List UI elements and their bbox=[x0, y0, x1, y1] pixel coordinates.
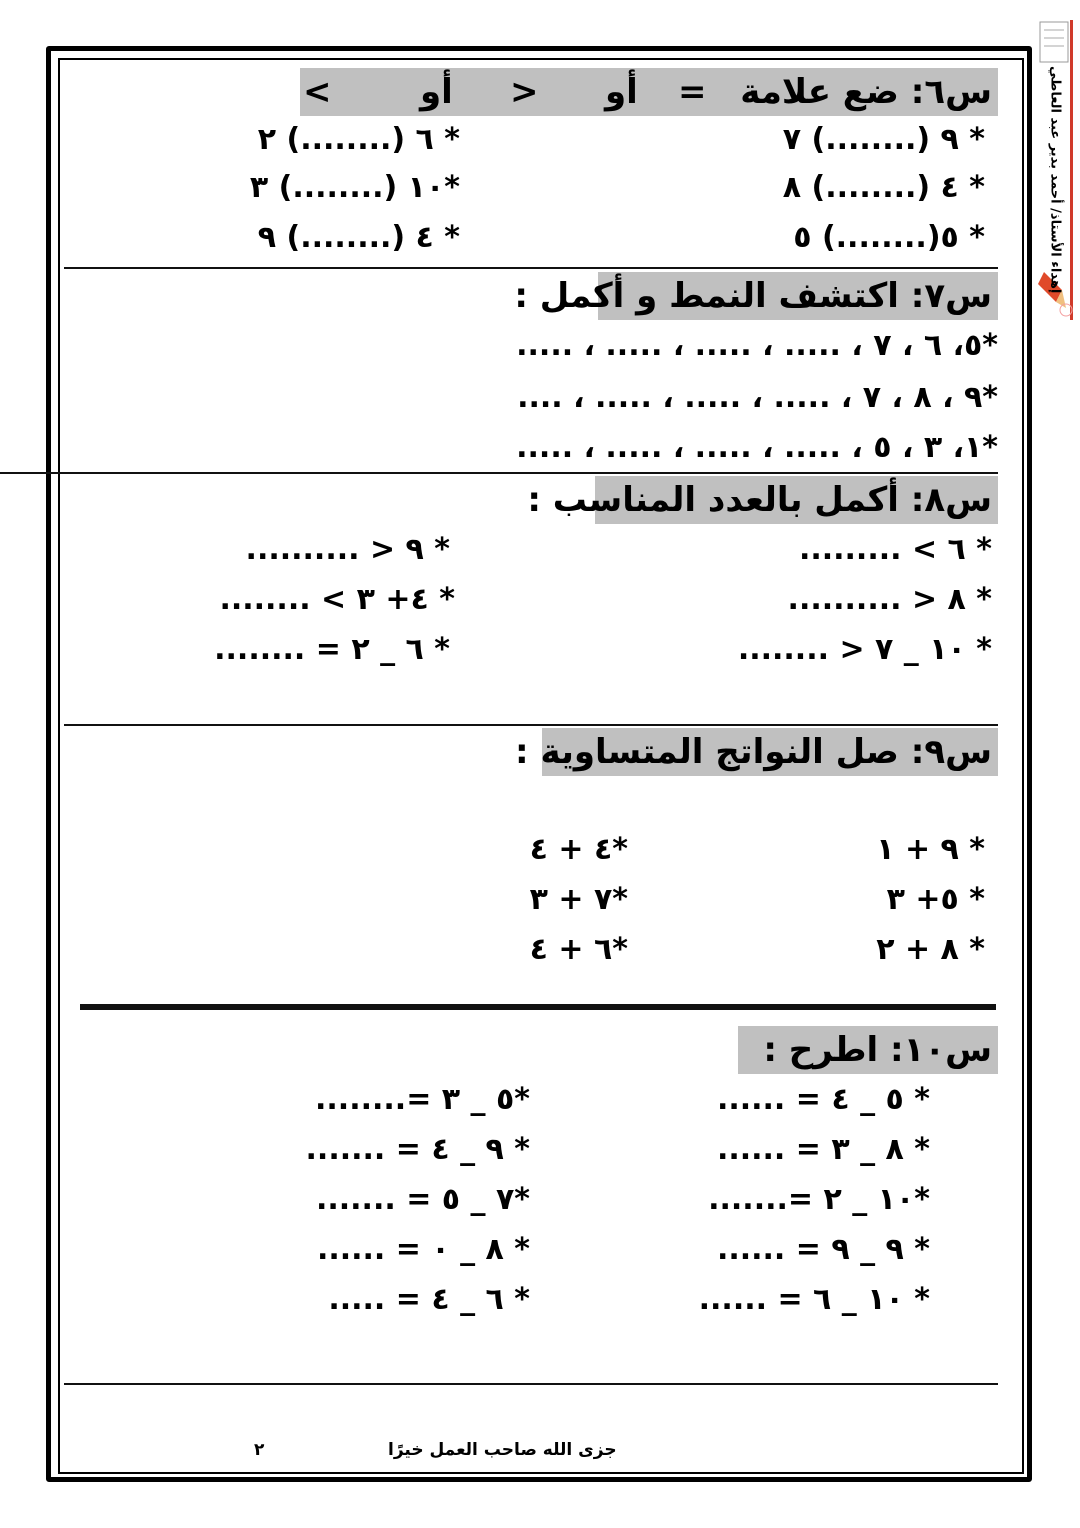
q10-right-item-1: * ٥ _ ٤ = ...... bbox=[716, 1082, 930, 1117]
q6-title: س٦: ضع علامة bbox=[740, 72, 992, 112]
q6-sign-or-2: أو bbox=[420, 72, 453, 112]
q8-right-item-1: * ٦ > ......... bbox=[798, 532, 992, 567]
q9-left-item-1: *٤ + ٤ bbox=[529, 832, 628, 867]
q9-header bbox=[515, 728, 998, 776]
q10-left-item-3: *٧ _ ٥ = ....... bbox=[315, 1182, 530, 1217]
q6-sign-greater: > bbox=[510, 72, 539, 112]
divider-2 bbox=[0, 472, 998, 474]
q9-right-item-2: * ٥+ ٣ bbox=[886, 882, 985, 917]
q9-title: س٩: صل النواتج المتساوية : bbox=[515, 732, 992, 772]
q6-sign-or-1: أو bbox=[605, 72, 638, 112]
q10-left-item-1: *٥ _ ٣ =........ bbox=[315, 1082, 530, 1117]
q6-sign-less: < bbox=[303, 72, 332, 112]
q9-left-item-3: *٦ + ٤ bbox=[529, 932, 628, 967]
q8-header bbox=[527, 476, 998, 524]
q6-right-item-2: * ٤ (........) ٨ bbox=[782, 170, 985, 205]
q10-right-item-3: *١٠ _ ٢ =....... bbox=[708, 1182, 930, 1217]
q10-right-item-4: * ٩ _ ٩ = ...... bbox=[716, 1232, 930, 1267]
divider-5 bbox=[64, 1383, 998, 1385]
q6-left-item-1: * ٦ (........) ٢ bbox=[257, 122, 460, 157]
q6-header bbox=[300, 68, 998, 116]
divider-1 bbox=[64, 267, 998, 269]
q9-right-item-1: * ٩ + ١ bbox=[876, 832, 985, 867]
divider-4-thick bbox=[80, 1004, 996, 1010]
q7-pattern-row-2: *٩ ، ٨ ، ٧ ، ..... ، ..... ، ..... ، .... bbox=[517, 380, 998, 415]
q6-left-item-2: *١٠ (........) ٣ bbox=[249, 170, 460, 205]
q8-left-item-3: * ٦ _ ٢ = ........ bbox=[214, 632, 450, 667]
footer-blessing: جزى الله صاحب العمل خيرًا bbox=[388, 1440, 617, 1460]
q7-title: س٧: اكتشف النمط و أكمل : bbox=[514, 276, 992, 316]
dedication-text: إهداء الأستاذ/ أحمد بدير عبد العاطي bbox=[1047, 66, 1063, 294]
q10-left-item-4: * ٨ _ ٠ = ...... bbox=[316, 1232, 530, 1267]
q6-left-item-3: * ٤ (........) ٩ bbox=[257, 220, 460, 255]
q10-title: س١٠: اطرح : bbox=[763, 1030, 992, 1070]
q7-pattern-row-3: *١، ٣ ، ٥ ، ..... ، ..... ، ..... ، ..... bbox=[516, 430, 998, 465]
q6-right-item-3: * ٥(........) ٥ bbox=[793, 220, 985, 255]
q6-right-item-1: * ٩ (........) ٧ bbox=[782, 122, 985, 157]
q8-right-item-2: * ٨ < .......... bbox=[787, 582, 992, 617]
divider-3 bbox=[64, 724, 998, 726]
q8-title: س٨: أكمل بالعدد المناسب : bbox=[527, 480, 992, 520]
q8-left-item-1: * ٩ < .......... bbox=[245, 532, 450, 567]
q10-left-item-5: * ٦ _ ٤ = ..... bbox=[328, 1282, 530, 1317]
q7-pattern-row-1: *٥، ٦ ، ٧ ، ..... ، ..... ، ..... ، ..... bbox=[516, 328, 998, 363]
q7-header bbox=[514, 272, 998, 320]
page-number: ٢ bbox=[254, 1440, 265, 1460]
q9-left-item-2: *٧ + ٣ bbox=[529, 882, 628, 917]
q10-right-item-5: * ١٠ _ ٦ = ...... bbox=[698, 1282, 930, 1317]
q9-right-item-3: * ٨ + ٢ bbox=[876, 932, 985, 967]
q8-right-item-3: * ١٠ _ ٧ < ........ bbox=[737, 632, 992, 667]
q10-header bbox=[738, 1026, 998, 1074]
q6-sign-equals: = bbox=[678, 72, 707, 112]
q8-left-item-2: * ٤+ ٣ > ........ bbox=[219, 582, 455, 617]
q10-right-item-2: * ٨ _ ٣ = ...... bbox=[716, 1132, 930, 1167]
q10-left-item-2: * ٩ _ ٤ = ....... bbox=[305, 1132, 530, 1167]
